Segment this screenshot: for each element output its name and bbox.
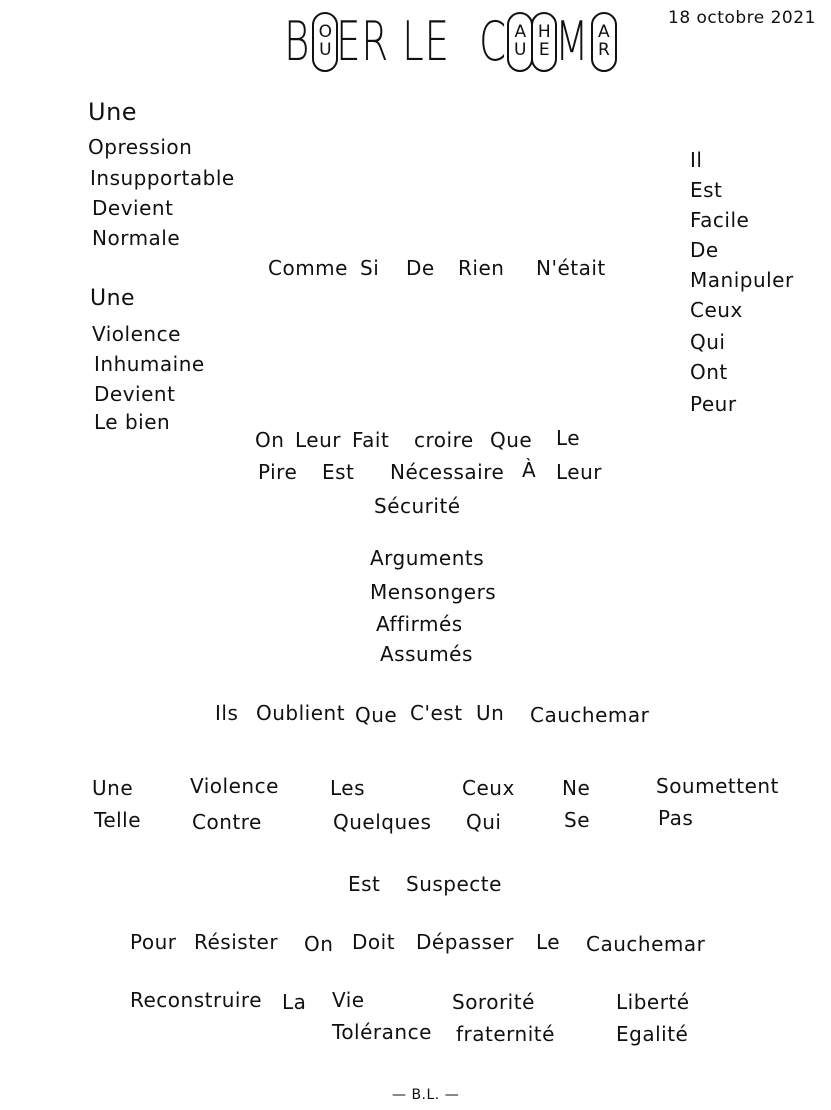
grid-word: Les (330, 776, 366, 800)
right-block-line: Qui (690, 330, 726, 354)
on-leur-word: Est (322, 460, 355, 484)
reconstruire-word: Sororité (452, 990, 535, 1014)
title-stack-ar (591, 12, 617, 72)
grid-word: Qui (466, 810, 502, 834)
on-leur-word: À (522, 458, 537, 482)
right-block-line: Manipuler (690, 268, 794, 292)
ils-oublient-word: Un (476, 701, 505, 725)
grid-word: Une (92, 776, 134, 800)
arguments-line: Mensongers (370, 580, 497, 604)
reconstruire-word: La (282, 990, 307, 1014)
date: 18 octobre 2021 (668, 8, 816, 28)
grid-word: Se (564, 808, 590, 832)
on-leur-word: Que (490, 428, 533, 452)
on-leur-word: Leur (295, 428, 341, 452)
right-block-line: Il (690, 148, 703, 172)
left-block-2-line: Inhumaine (94, 352, 205, 376)
comme-si-word: Rien (458, 256, 505, 280)
ils-oublient-word: C'est (410, 701, 463, 725)
grid-word: Pas (658, 806, 694, 830)
ils-oublient-word: Oublient (256, 701, 346, 725)
title-stack-letter: U (514, 40, 527, 60)
right-block-line: De (690, 238, 719, 262)
title-stack-letter: H (537, 22, 551, 43)
right-block-line: Peur (690, 392, 737, 416)
title-stack-letter: R (597, 40, 610, 60)
signature: — B.L. — (392, 1087, 460, 1103)
grid-word: Ne (562, 776, 591, 800)
est-suspecte-word: Est (348, 872, 381, 896)
arguments-line: Assumés (380, 642, 473, 666)
pour-resister-word: Dépasser (416, 930, 515, 954)
title-stack-he (531, 12, 557, 72)
reconstruire-word: Tolérance (332, 1020, 432, 1044)
title-stack-letter: O (318, 22, 333, 43)
comme-si-word: Si (360, 256, 380, 280)
title-stack-au (507, 12, 533, 72)
comme-si-word: N'était (536, 256, 606, 280)
on-leur-word: On (255, 428, 285, 452)
left-block-2-line: Devient (94, 382, 176, 406)
right-block-line: Facile (690, 208, 750, 232)
pour-resister-word: Résister (194, 930, 279, 954)
reconstruire-word: Reconstruire (130, 988, 263, 1012)
arguments-line: Affirmés (376, 612, 463, 636)
left-block-1-line: Normale (92, 226, 181, 250)
ils-oublient-word: Ils (215, 701, 239, 725)
title-stack-letter: A (598, 22, 610, 43)
page-title (284, 12, 615, 72)
grid-word: Soumettent (656, 774, 779, 798)
title-letter-c: C (478, 10, 507, 73)
reconstruire-word: Egalité (616, 1022, 689, 1046)
on-leur-word: Le (556, 426, 581, 450)
pour-resister-word: Cauchemar (586, 932, 706, 956)
right-block-line: Ont (690, 360, 728, 384)
title-stack-ou (312, 12, 338, 72)
on-leur-word: Nécessaire (390, 460, 505, 484)
left-block-2-line: Violence (92, 322, 181, 346)
on-leur-word: Fait (352, 428, 390, 452)
on-leur-word: croire (414, 428, 474, 452)
grid-word: Ceux (462, 776, 515, 800)
reconstruire-word: Vie (332, 988, 365, 1012)
on-leur-word: Leur (556, 460, 602, 484)
grid-word: Contre (192, 810, 262, 834)
ils-oublient-word: Que (355, 703, 398, 727)
title-stack-letter: A (514, 22, 527, 43)
left-block-2-line: Une (90, 286, 136, 311)
comme-si-word: Comme (268, 256, 348, 280)
title-letter-b: B (284, 10, 311, 73)
est-suspecte-word: Suspecte (406, 872, 502, 896)
reconstruire-word: Liberté (616, 990, 690, 1014)
reconstruire-word: fraternité (456, 1022, 555, 1046)
arguments-line: Arguments (370, 546, 485, 570)
ils-oublient-word: Cauchemar (530, 703, 650, 727)
title-stack-letter: E (538, 40, 550, 60)
pour-resister-word: On (304, 932, 334, 956)
comme-si-word: De (406, 256, 435, 280)
title-letter-m: M (555, 10, 590, 73)
title-er-le: ER LE (336, 10, 464, 73)
left-block-1-line: Insupportable (90, 166, 235, 190)
on-leur-word: Sécurité (374, 494, 461, 518)
right-block-line: Est (690, 178, 723, 202)
right-block-line: Ceux (690, 298, 743, 322)
grid-word: Quelques (333, 810, 432, 834)
pour-resister-word: Pour (130, 930, 177, 954)
on-leur-word: Pire (258, 460, 298, 484)
pour-resister-word: Le (536, 930, 561, 954)
title-stack-letter: U (319, 40, 332, 60)
left-block-1-line: Une (88, 98, 138, 126)
grid-word: Telle (94, 808, 142, 832)
left-block-1-line: Opression (88, 135, 193, 159)
pour-resister-word: Doit (352, 930, 396, 954)
grid-word: Violence (190, 774, 279, 798)
left-block-2-line: Le bien (94, 410, 171, 434)
left-block-1-line: Devient (92, 196, 174, 220)
